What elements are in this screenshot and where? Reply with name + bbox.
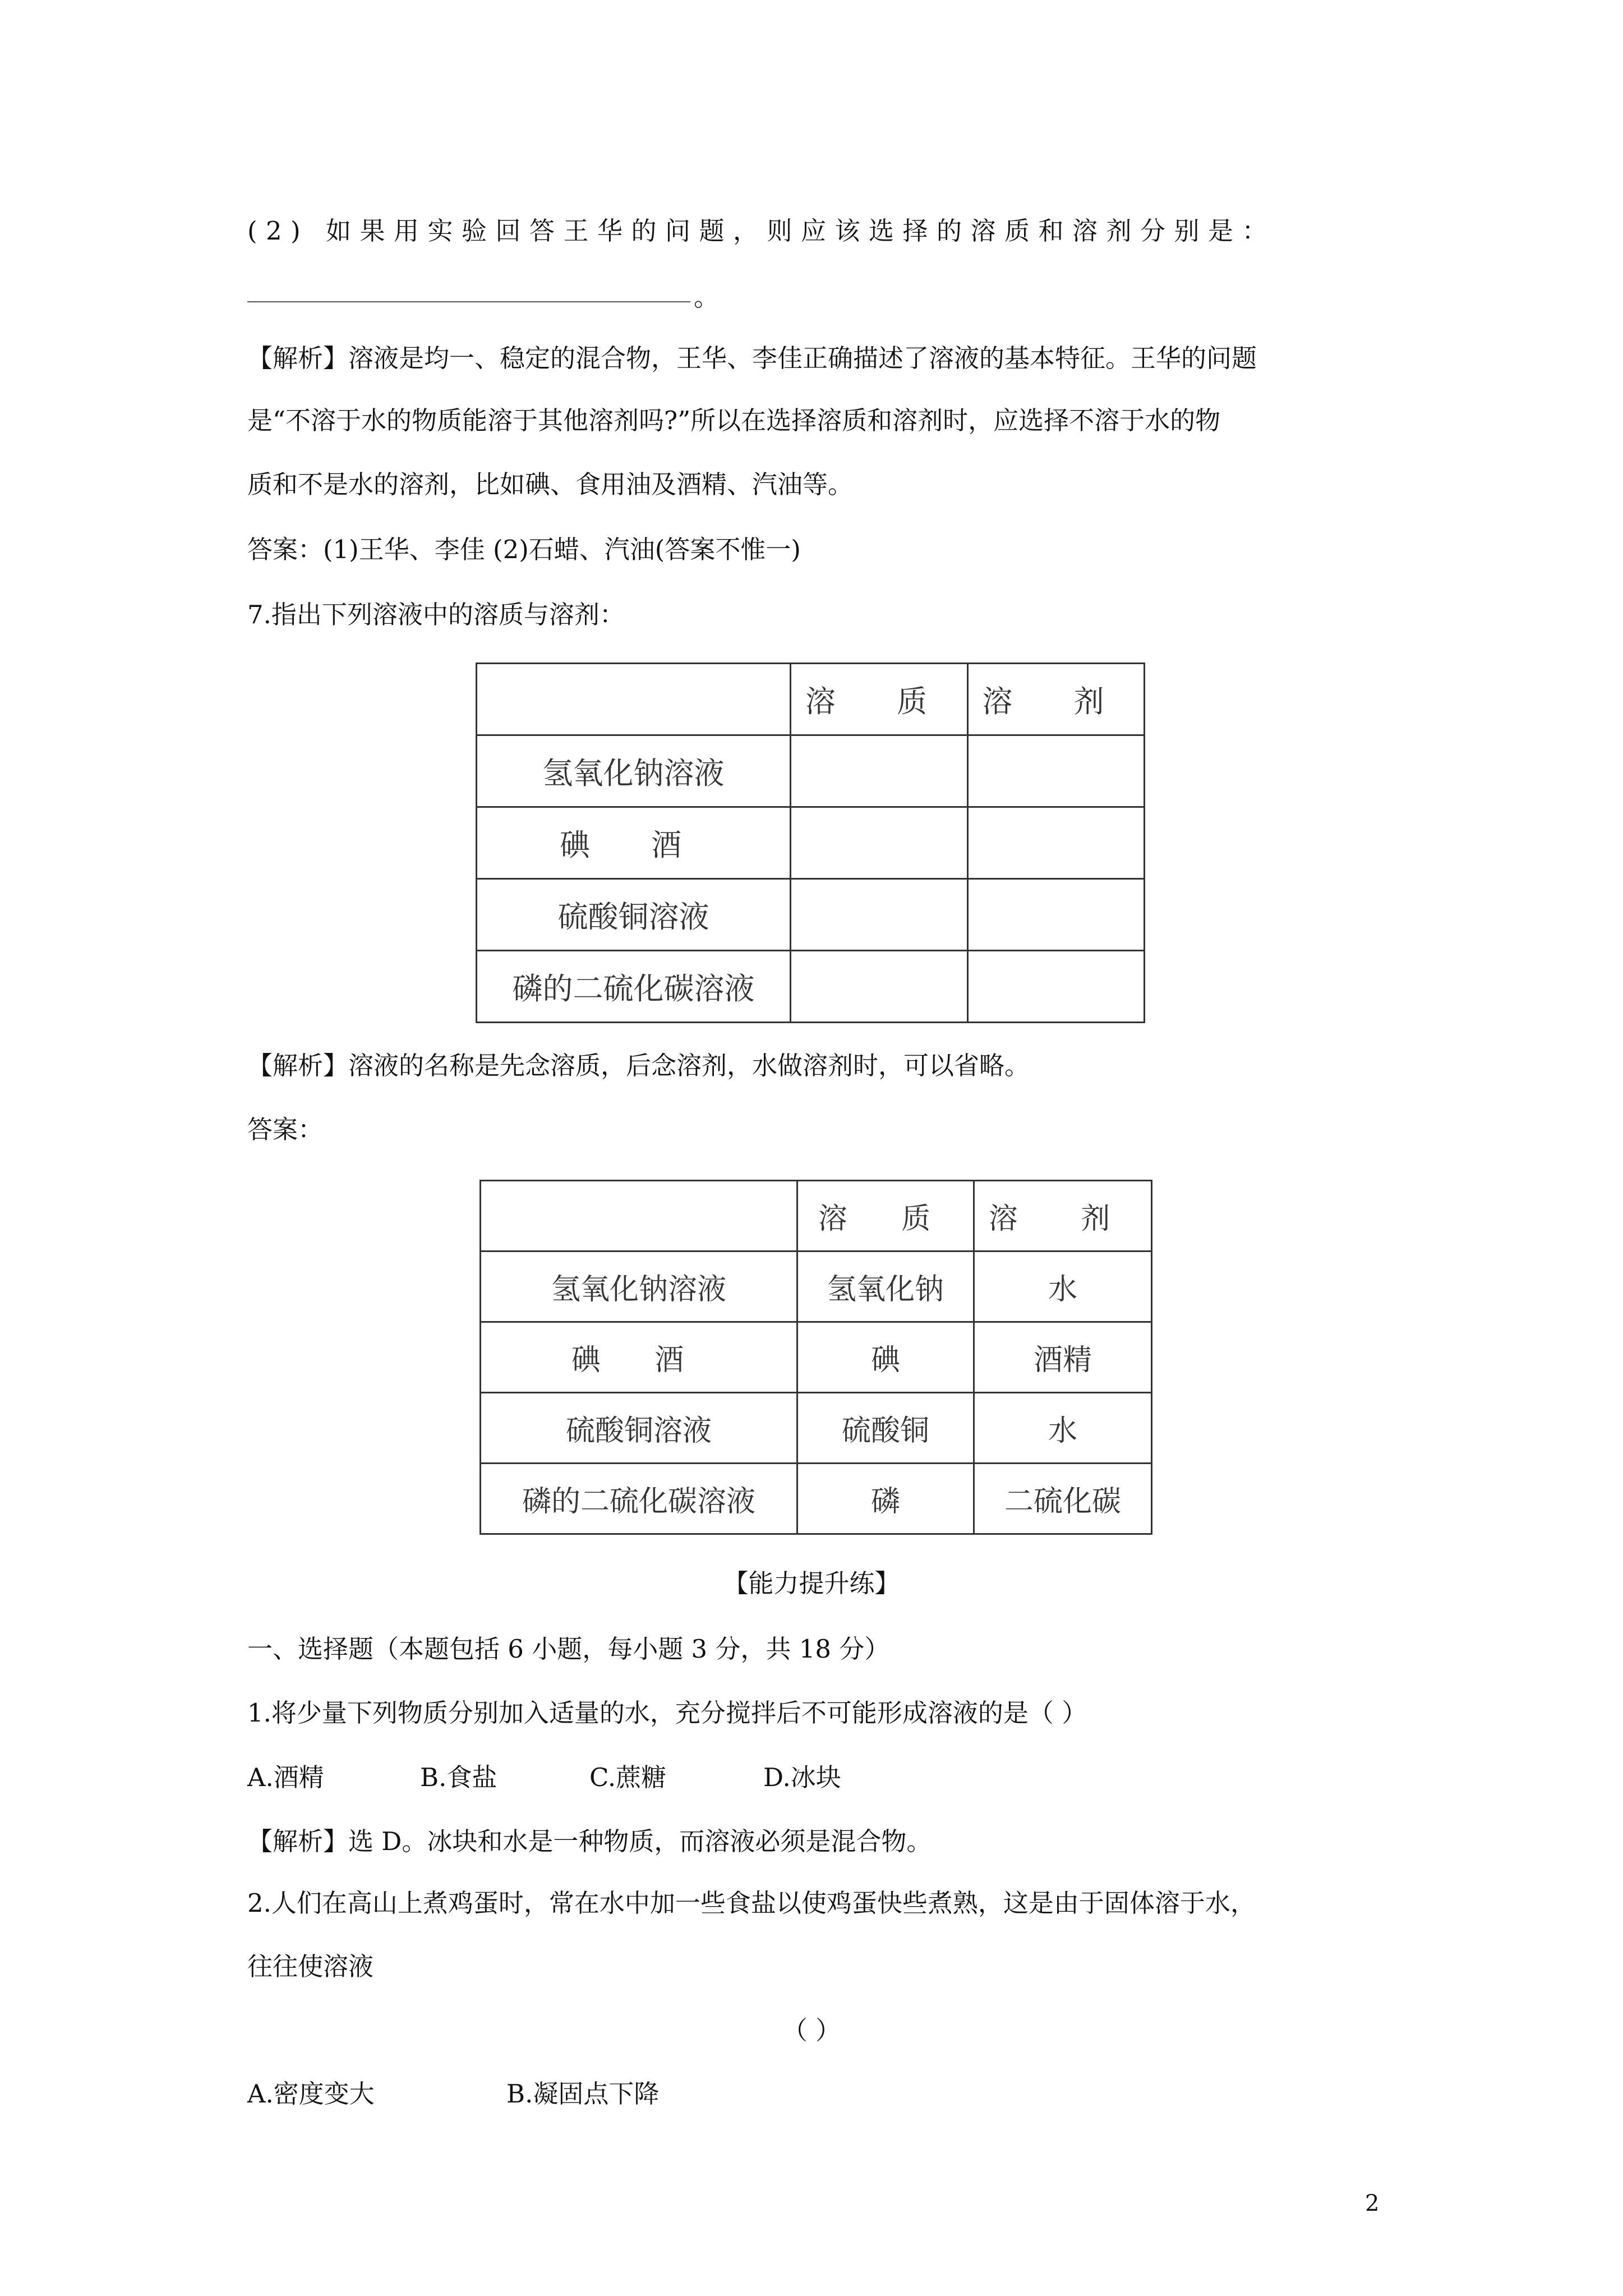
empty-solute-cell[interactable] <box>791 951 968 1023</box>
mc2-option-a: A.密度变大 <box>247 2079 375 2109</box>
solution-name-cell: 磷的二硫化碳溶液 <box>477 951 791 1023</box>
question-6-part-2: (2) 如果用实验回答王华的问题，则应该选择的溶质和溶剂分别是： <box>247 216 1276 246</box>
empty-solute-cell[interactable] <box>791 735 968 807</box>
empty-solvent-cell[interactable] <box>968 951 1145 1023</box>
analysis-6-line-2: 是“不溶于水的物质能溶于其他溶剂吗?”所以在选择溶质和溶剂时，应选择不溶于水的物 <box>247 406 1221 435</box>
header-cell-solute: 溶 质 <box>797 1181 974 1251</box>
solute-cell: 硫酸铜 <box>797 1393 974 1464</box>
empty-solvent-cell[interactable] <box>968 735 1145 807</box>
solute-cell: 磷 <box>797 1464 974 1534</box>
table-row <box>477 735 1145 807</box>
section-intro: 一、选择题（本题包括 6 小题，每小题 3 分，共 18 分） <box>247 1634 890 1664</box>
answer-6: 答案：(1)王华、李佳 (2)石蜡、汽油(答案不惟一) <box>247 535 801 564</box>
empty-solvent-cell[interactable] <box>968 879 1145 951</box>
solution-name-cell: 磷的二硫化碳溶液 <box>481 1464 797 1534</box>
solution-name-cell: 碘 酒 <box>477 807 791 879</box>
analysis-7: 【解析】溶液的名称是先念溶质，后念溶剂，水做溶剂时，可以省略。 <box>247 1051 1030 1080</box>
solution-name-cell: 碘 酒 <box>481 1322 797 1393</box>
solution-name-cell: 氢氧化钠溶液 <box>481 1251 797 1322</box>
table-row <box>477 951 1145 1023</box>
section-title: 【能力提升练】 <box>723 1568 900 1598</box>
solvent-cell: 二硫化碳 <box>974 1464 1152 1534</box>
solution-name-cell: 硫酸铜溶液 <box>481 1393 797 1464</box>
answer-table <box>479 1180 1152 1535</box>
table-row <box>477 879 1145 951</box>
empty-solute-cell[interactable] <box>791 807 968 879</box>
analysis-6-line-3: 质和不是水的溶剂，比如碘、食用油及酒精、汽油等。 <box>247 470 854 499</box>
mc2-answer-paren: （ ） <box>782 2016 841 2045</box>
table-header-row <box>481 1181 1152 1251</box>
question-7: 7.指出下列溶液中的溶质与溶剂： <box>247 600 625 629</box>
table-row <box>481 1464 1152 1534</box>
mc1-option-d: D.冰块 <box>763 1763 841 1792</box>
analysis-6-line-1: 【解析】溶液是均一、稳定的混合物，王华、李佳正确描述了溶液的基本特征。王华的问题 <box>247 343 1257 373</box>
mc-question-2-line-2: 往往使溶液 <box>247 1952 374 1981</box>
solute-cell: 氢氧化钠 <box>797 1251 974 1322</box>
table-row <box>481 1322 1152 1393</box>
blank-period: 。 <box>694 282 720 312</box>
table-row <box>481 1393 1152 1464</box>
header-cell-solute: 溶 质 <box>791 664 968 735</box>
table-row <box>477 807 1145 879</box>
mc2-option-b: B.凝固点下降 <box>506 2079 660 2109</box>
mc1-option-a: A.酒精 <box>247 1763 324 1792</box>
header-cell-solvent: 溶 剂 <box>974 1181 1152 1251</box>
header-cell-blank <box>481 1181 797 1251</box>
mc1-analysis: 【解析】选 D。冰块和水是一种物质，而溶液必须是混合物。 <box>247 1826 932 1856</box>
mc1-option-c: C.蔗糖 <box>589 1763 667 1792</box>
mc-question-2-line-1: 2.人们在高山上煮鸡蛋时，常在水中加一些食盐以使鸡蛋快些煮熟，这是由于固体溶于水， <box>247 1888 1256 1918</box>
solution-name-cell: 硫酸铜溶液 <box>477 879 791 951</box>
solute-cell: 碘 <box>797 1322 974 1393</box>
table-header-row <box>477 664 1145 735</box>
question-table <box>476 662 1145 1023</box>
mc-question-1: 1.将少量下列物质分别加入适量的水，充分搅拌后不可能形成溶液的是（ ） <box>247 1698 1087 1728</box>
solvent-cell: 水 <box>974 1393 1152 1464</box>
solvent-cell: 酒精 <box>974 1322 1152 1393</box>
solvent-cell: 水 <box>974 1251 1152 1322</box>
table-row <box>481 1251 1152 1322</box>
page-number: 2 <box>1365 2191 1380 2216</box>
answer-blank <box>247 301 690 302</box>
header-cell-solvent: 溶 剂 <box>968 664 1145 735</box>
solution-name-cell: 氢氧化钠溶液 <box>477 735 791 807</box>
empty-solvent-cell[interactable] <box>968 807 1145 879</box>
answer-7-label: 答案： <box>247 1115 324 1144</box>
header-cell-blank <box>477 664 791 735</box>
empty-solute-cell[interactable] <box>791 879 968 951</box>
mc1-option-b: B.食盐 <box>420 1763 497 1792</box>
